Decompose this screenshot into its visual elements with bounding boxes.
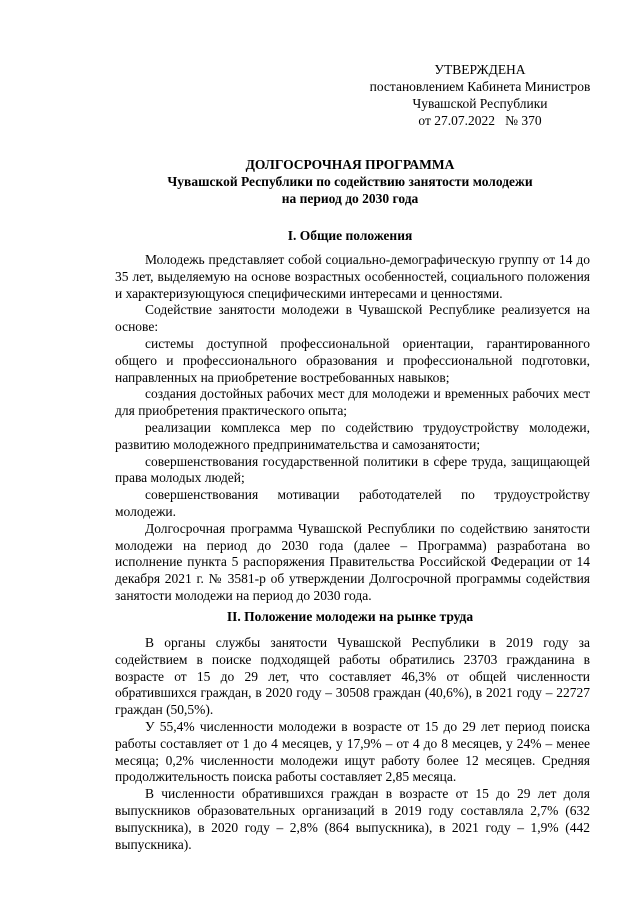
approval-republic: Чувашской Республики	[412, 96, 548, 111]
section-2-paragraph: У 55,4% численности молодежи в возрасте от 15 до 29 лет период поиска работы составляет от 1 до 4 месяцев, у 17,9% – от 4 до 8 месяцев, у 24% – менее месяца; 0,2% численности молодежи ищут работу более 12 месяцев. Средняя продолжительность поиска работы составляет 2,85 месяца.	[115, 718, 590, 785]
section-1-heading: I. Общие положения	[287, 228, 413, 243]
section-1-paragraph: реализации комплекса мер по содействию трудоустройству молодежи, развитию молодежного предпринимательства и самозанятости;	[115, 419, 590, 452]
section-1-paragraph: Молодежь представляет собой социально-демографическую группу от 14 до 35 лет, выделяемую на основе возрастных особенностей, социального положения и характеризующуюся специфическими интересами и ценностями.	[115, 252, 590, 301]
approval-decree: постановлением Кабинета Министров	[369, 79, 591, 94]
document-title	[100, 156, 600, 207]
section-1-paragraph: Содействие занятости молодежи в Чувашской Республике реализуется на основе:	[115, 302, 590, 335]
approval-date-number: от 27.07.2022 № 370	[418, 113, 542, 128]
section-2-heading: II. Положение молодежи на рынке труда	[226, 609, 474, 624]
section-1-paragraph: системы доступной профессиональной ориентации, гарантированного общего и профессионального образования и профессиональной подготовки, направленных на приобретение востребованных навыков;	[115, 335, 590, 385]
section-1-paragraph: создания достойных рабочих мест для молодежи и временных рабочих мест для приобретения практического опыта;	[115, 386, 590, 419]
approval-status: УТВЕРЖДЕНА	[434, 62, 526, 77]
section-1-paragraph: Долгосрочная программа Чувашской Республики по содействию занятости молодежи на период до 2030 года (далее – Программа) разработана во исполнение пункта 5 распоряжения Правительства Российской Федерации от 14 декабря 2021 г. № 3581-р об утверждении Долгосрочной программы содействия занятости молодежи на период до 2030 года.	[115, 520, 590, 603]
section-1-paragraph: совершенствования государственной политики в сфере труда, защищающей права молодых людей;	[115, 453, 590, 486]
title-line-1: ДОЛГОСРОЧНАЯ ПРОГРАММА	[245, 157, 455, 172]
section-2-paragraph: В численности обратившихся граждан в возрасте от 15 до 29 лет доля выпускников образовательных организаций в 2019 году составляла 2,7% (632 выпускника), в 2020 году – 2,8% (864 выпускника), в 2021 году – 1,9% (442 выпускника).	[115, 786, 590, 852]
section-2-body	[115, 635, 590, 853]
section-1-body	[115, 252, 590, 605]
approval-stamp	[360, 61, 600, 129]
title-line-3: на период до 2030 года	[281, 191, 419, 206]
title-line-2: Чувашской Республики по содействию занятости молодежи	[167, 174, 533, 189]
section-2-paragraph: В органы службы занятости Чувашской Республики в 2019 году за содействием в поиске подходящей работы обратились 23703 гражданина в возрасте от 15 до 29 лет, что составляет 46,3% от общей численности обратившихся граждан, в 2020 году – 30508 граждан (40,6%), в 2021 году – 22727 граждан (50,5%).	[115, 635, 590, 718]
section-1-paragraph: совершенствования мотивации работодателей по трудоустройству молодежи.	[115, 487, 590, 519]
